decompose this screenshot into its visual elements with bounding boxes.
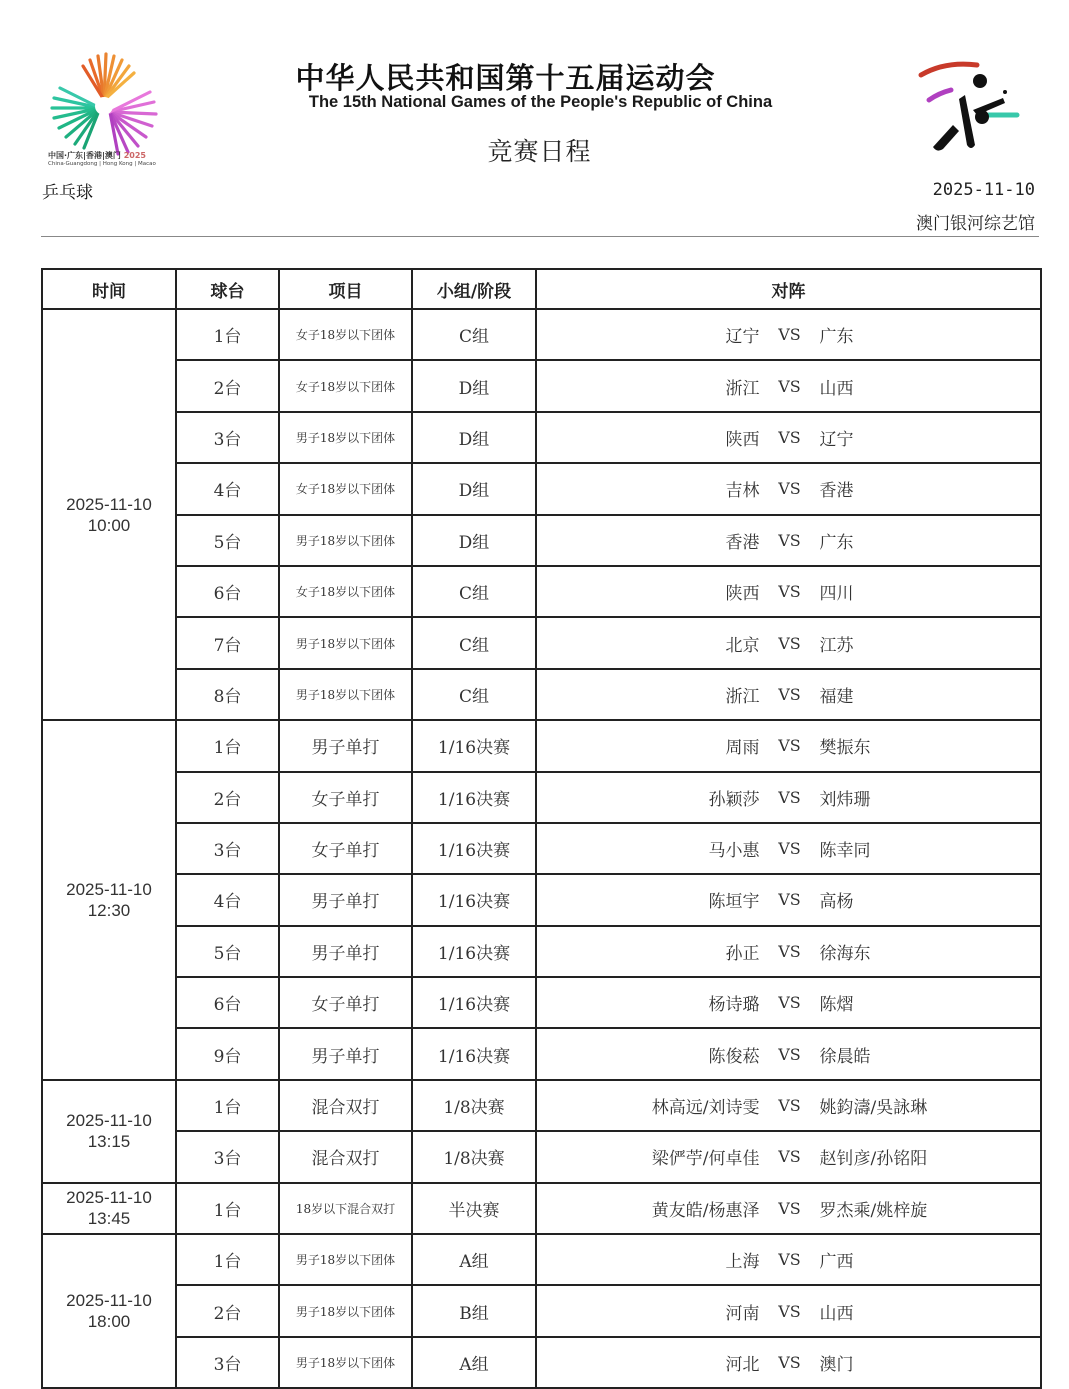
matchup-cell bbox=[536, 617, 1041, 668]
home-side: 马小惠 bbox=[708, 841, 760, 862]
logo-caption-en: China·Guangdong | Hong Kong | Macao bbox=[48, 160, 156, 167]
session-time-cell bbox=[42, 1080, 176, 1183]
table-number: 2台 bbox=[176, 1285, 279, 1336]
away-side: 广东 bbox=[819, 327, 854, 348]
home-side: 河北 bbox=[725, 1355, 760, 1375]
stage: C组 bbox=[412, 309, 536, 360]
home-side: 浙江 bbox=[725, 378, 760, 399]
matchup-cell bbox=[536, 669, 1041, 720]
session-date: 2025-11-10 bbox=[66, 494, 152, 514]
matchup-cell bbox=[536, 977, 1041, 1028]
matchup-cell bbox=[536, 1080, 1041, 1131]
away-side: 福建 bbox=[819, 686, 854, 707]
home-side: 浙江 bbox=[725, 686, 760, 707]
matchup-cell bbox=[536, 1285, 1041, 1336]
column-header-event: 项目 bbox=[279, 269, 412, 309]
column-header-table: 球台 bbox=[176, 269, 279, 309]
table-header-row bbox=[42, 269, 1041, 309]
logo-caption-cn: 中国·广东|香港|澳门 bbox=[48, 151, 121, 160]
home-side: 孙颖莎 bbox=[708, 789, 760, 810]
vs-label: VS bbox=[778, 890, 801, 910]
event-name: 男子18岁以下团体 bbox=[279, 1285, 412, 1336]
venue-name: 澳门银河综艺馆 bbox=[916, 214, 1035, 234]
stage: 1/8决赛 bbox=[412, 1131, 536, 1182]
event-name: 男子18岁以下团体 bbox=[279, 1337, 412, 1388]
page-subtitle: 竞赛日程 bbox=[487, 137, 592, 166]
table-number: 4台 bbox=[176, 463, 279, 514]
vs-label: VS bbox=[778, 582, 801, 602]
away-side: 广西 bbox=[819, 1252, 854, 1273]
away-side: 赵钊彦/孙铭阳 bbox=[819, 1149, 928, 1170]
session-time: 12:30 bbox=[87, 900, 131, 920]
away-side: 刘炜珊 bbox=[819, 789, 871, 810]
table-row bbox=[42, 772, 1041, 823]
table-number: 1台 bbox=[176, 720, 279, 771]
event-name: 男子单打 bbox=[279, 1028, 412, 1079]
session-date: 2025-11-10 bbox=[66, 1188, 152, 1208]
table-number: 8台 bbox=[176, 669, 279, 720]
matchup-cell bbox=[536, 412, 1041, 463]
matchup-cell bbox=[536, 515, 1041, 566]
stage: C组 bbox=[412, 617, 536, 668]
stage: 1/16决赛 bbox=[412, 772, 536, 823]
session-time: 10:00 bbox=[87, 515, 131, 535]
home-side: 辽宁 bbox=[725, 327, 760, 348]
home-side: 黄友皓/杨惠泽 bbox=[651, 1200, 760, 1221]
table-row bbox=[42, 412, 1041, 463]
table-number: 1台 bbox=[176, 309, 279, 360]
page-title-cn: 中华人民共和国第十五届运动会 bbox=[295, 61, 716, 95]
stage: D组 bbox=[412, 463, 536, 514]
table-number: 3台 bbox=[176, 412, 279, 463]
table-row bbox=[42, 874, 1041, 925]
matchup-cell bbox=[536, 823, 1041, 874]
table-number: 6台 bbox=[176, 977, 279, 1028]
schedule-body bbox=[42, 309, 1041, 1388]
home-side: 林高远/刘诗雯 bbox=[651, 1098, 760, 1119]
vs-label: VS bbox=[778, 1301, 801, 1321]
event-name: 女子18岁以下团体 bbox=[279, 360, 412, 411]
away-side: 姚鈞濤/吳詠琳 bbox=[819, 1098, 928, 1119]
vs-label: VS bbox=[778, 1353, 801, 1372]
event-name: 混合双打 bbox=[279, 1131, 412, 1182]
home-side: 陈垣宇 bbox=[708, 892, 760, 913]
stage: D组 bbox=[412, 515, 536, 566]
event-name: 男子单打 bbox=[279, 926, 412, 977]
table-row bbox=[42, 1131, 1041, 1182]
matchup-cell bbox=[536, 309, 1041, 360]
session-time-cell bbox=[42, 720, 176, 1080]
vs-label: VS bbox=[778, 376, 801, 396]
session-time-cell bbox=[42, 1183, 176, 1234]
vs-label: VS bbox=[778, 1044, 801, 1064]
away-side: 江苏 bbox=[819, 635, 854, 656]
away-side: 陈幸同 bbox=[819, 841, 871, 862]
table-number: 6台 bbox=[176, 566, 279, 617]
vs-label: VS bbox=[778, 839, 801, 859]
matchup-cell bbox=[536, 772, 1041, 823]
stage: C组 bbox=[412, 669, 536, 720]
table-row bbox=[42, 1234, 1041, 1285]
away-side: 山西 bbox=[819, 1303, 854, 1324]
table-number: 4台 bbox=[176, 874, 279, 925]
table-number: 5台 bbox=[176, 926, 279, 977]
home-side: 陈俊菘 bbox=[708, 1046, 760, 1067]
table-row bbox=[42, 1285, 1041, 1336]
away-side: 高杨 bbox=[819, 892, 854, 913]
vs-label: VS bbox=[778, 736, 801, 756]
event-name: 女子18岁以下团体 bbox=[279, 463, 412, 514]
table-row bbox=[42, 669, 1041, 720]
header-divider bbox=[41, 236, 1039, 237]
matchup-cell bbox=[536, 566, 1041, 617]
matchup-cell bbox=[536, 1234, 1041, 1285]
vs-label: VS bbox=[778, 787, 801, 807]
away-side: 四川 bbox=[819, 584, 854, 605]
table-number: 7台 bbox=[176, 617, 279, 668]
table-number: 9台 bbox=[176, 1028, 279, 1079]
away-side: 山西 bbox=[819, 378, 854, 399]
vs-label: VS bbox=[778, 1147, 801, 1167]
column-header-stage: 小组/阶段 bbox=[412, 269, 536, 309]
table-number: 5台 bbox=[176, 515, 279, 566]
home-side: 杨诗璐 bbox=[708, 995, 760, 1016]
vs-label: VS bbox=[778, 325, 801, 345]
stage: 1/16决赛 bbox=[412, 926, 536, 977]
home-side: 梁俨苧/何卓佳 bbox=[651, 1149, 760, 1170]
table-tennis-pictogram-icon bbox=[915, 55, 1030, 160]
event-name: 男子18岁以下团体 bbox=[279, 617, 412, 668]
matchup-cell bbox=[536, 1131, 1041, 1182]
home-side: 河南 bbox=[725, 1303, 760, 1324]
away-side: 辽宁 bbox=[819, 429, 854, 450]
matchup-cell bbox=[536, 1337, 1041, 1388]
home-side: 陕西 bbox=[725, 584, 760, 605]
table-row bbox=[42, 309, 1041, 360]
matchup-cell bbox=[536, 926, 1041, 977]
stage: D组 bbox=[412, 412, 536, 463]
vs-label: VS bbox=[778, 684, 801, 704]
table-row bbox=[42, 1183, 1041, 1234]
vs-label: VS bbox=[778, 633, 801, 653]
table-number: 2台 bbox=[176, 360, 279, 411]
away-side: 樊振东 bbox=[819, 738, 871, 759]
home-side: 北京 bbox=[725, 635, 760, 656]
stage: C组 bbox=[412, 566, 536, 617]
table-row bbox=[42, 720, 1041, 771]
vs-label: VS bbox=[778, 1198, 801, 1218]
stage: A组 bbox=[412, 1337, 536, 1388]
event-name: 女子单打 bbox=[279, 823, 412, 874]
stage: 半决赛 bbox=[412, 1183, 536, 1234]
table-number: 1台 bbox=[176, 1183, 279, 1234]
table-number: 3台 bbox=[176, 823, 279, 874]
event-name: 混合双打 bbox=[279, 1080, 412, 1131]
stage: B组 bbox=[412, 1285, 536, 1336]
schedule-date: 2025-11-10 bbox=[932, 180, 1035, 200]
table-number: 1台 bbox=[176, 1080, 279, 1131]
home-side: 上海 bbox=[725, 1252, 760, 1273]
event-name: 女子18岁以下团体 bbox=[279, 309, 412, 360]
event-name: 女子单打 bbox=[279, 977, 412, 1028]
event-name: 男子18岁以下团体 bbox=[279, 515, 412, 566]
event-name: 女子单打 bbox=[279, 772, 412, 823]
table-row bbox=[42, 566, 1041, 617]
vs-label: VS bbox=[778, 941, 801, 961]
home-side: 陕西 bbox=[725, 429, 760, 450]
page-title-en bbox=[0, 93, 1069, 112]
stage: A组 bbox=[412, 1234, 536, 1285]
matchup-cell bbox=[536, 463, 1041, 514]
table-row bbox=[42, 515, 1041, 566]
session-time: 18:00 bbox=[87, 1312, 131, 1332]
session-time: 13:45 bbox=[87, 1209, 131, 1229]
sport-label: 乒乓球 bbox=[42, 183, 93, 203]
matchup-cell bbox=[536, 1028, 1041, 1079]
away-side: 香港 bbox=[819, 481, 854, 502]
table-row bbox=[42, 360, 1041, 411]
stage: 1/16决赛 bbox=[412, 1028, 536, 1079]
table-row bbox=[42, 1337, 1041, 1388]
stage: 1/16决赛 bbox=[412, 874, 536, 925]
table-row bbox=[42, 977, 1041, 1028]
vs-label: VS bbox=[778, 530, 801, 550]
table-number: 3台 bbox=[176, 1337, 279, 1388]
home-side: 吉林 bbox=[725, 481, 760, 502]
session-time-cell bbox=[42, 1234, 176, 1388]
table-row bbox=[42, 617, 1041, 668]
logo-caption-year: 2025 bbox=[123, 151, 146, 160]
matchup-cell bbox=[536, 1183, 1041, 1234]
stage: 1/8决赛 bbox=[412, 1080, 536, 1131]
schedule-table bbox=[41, 268, 1042, 1389]
vs-label: VS bbox=[778, 993, 801, 1013]
stage: 1/16决赛 bbox=[412, 720, 536, 771]
session-date: 2025-11-10 bbox=[66, 1291, 152, 1311]
table-row bbox=[42, 823, 1041, 874]
matchup-cell bbox=[536, 720, 1041, 771]
home-side: 周雨 bbox=[725, 738, 760, 759]
away-side: 广东 bbox=[819, 532, 854, 553]
vs-label: VS bbox=[778, 427, 801, 447]
stage: D组 bbox=[412, 360, 536, 411]
vs-label: VS bbox=[778, 479, 801, 499]
table-number: 2台 bbox=[176, 772, 279, 823]
event-name: 女子18岁以下团体 bbox=[279, 566, 412, 617]
stage: 1/16决赛 bbox=[412, 823, 536, 874]
away-side: 陈熠 bbox=[819, 995, 854, 1016]
vs-label: VS bbox=[778, 1096, 801, 1116]
matchup-cell bbox=[536, 360, 1041, 411]
event-name: 男子单打 bbox=[279, 720, 412, 771]
away-side: 徐海东 bbox=[819, 943, 871, 964]
event-name: 男子18岁以下团体 bbox=[279, 1234, 412, 1285]
column-header-time: 时间 bbox=[42, 269, 176, 309]
event-name: 男子单打 bbox=[279, 874, 412, 925]
page-title bbox=[0, 56, 1069, 97]
session-date: 2025-11-10 bbox=[66, 879, 152, 899]
session-time-cell bbox=[42, 309, 176, 720]
event-name: 男子18岁以下团体 bbox=[279, 412, 412, 463]
table-number: 3台 bbox=[176, 1131, 279, 1182]
home-side: 香港 bbox=[725, 532, 760, 553]
event-name: 男子18岁以下团体 bbox=[279, 669, 412, 720]
away-side: 罗杰乘/姚梓旋 bbox=[819, 1200, 928, 1221]
matchup-cell bbox=[536, 874, 1041, 925]
event-name: 18岁以下混合双打 bbox=[279, 1183, 412, 1234]
session-date: 2025-11-10 bbox=[66, 1111, 152, 1131]
stage: 1/16决赛 bbox=[412, 977, 536, 1028]
table-row bbox=[42, 926, 1041, 977]
table-row bbox=[42, 1028, 1041, 1079]
table-row bbox=[42, 1080, 1041, 1131]
home-side: 孙正 bbox=[725, 943, 760, 964]
away-side: 徐晨皓 bbox=[819, 1046, 871, 1067]
table-number: 1台 bbox=[176, 1234, 279, 1285]
session-time: 13:15 bbox=[87, 1132, 131, 1152]
away-side: 澳门 bbox=[819, 1355, 854, 1375]
vs-label: VS bbox=[778, 1250, 801, 1270]
column-header-matchup: 对阵 bbox=[536, 269, 1041, 309]
page-title-en-text: The 15th National Games of the People's Republic of China bbox=[308, 93, 773, 111]
table-row bbox=[42, 463, 1041, 514]
